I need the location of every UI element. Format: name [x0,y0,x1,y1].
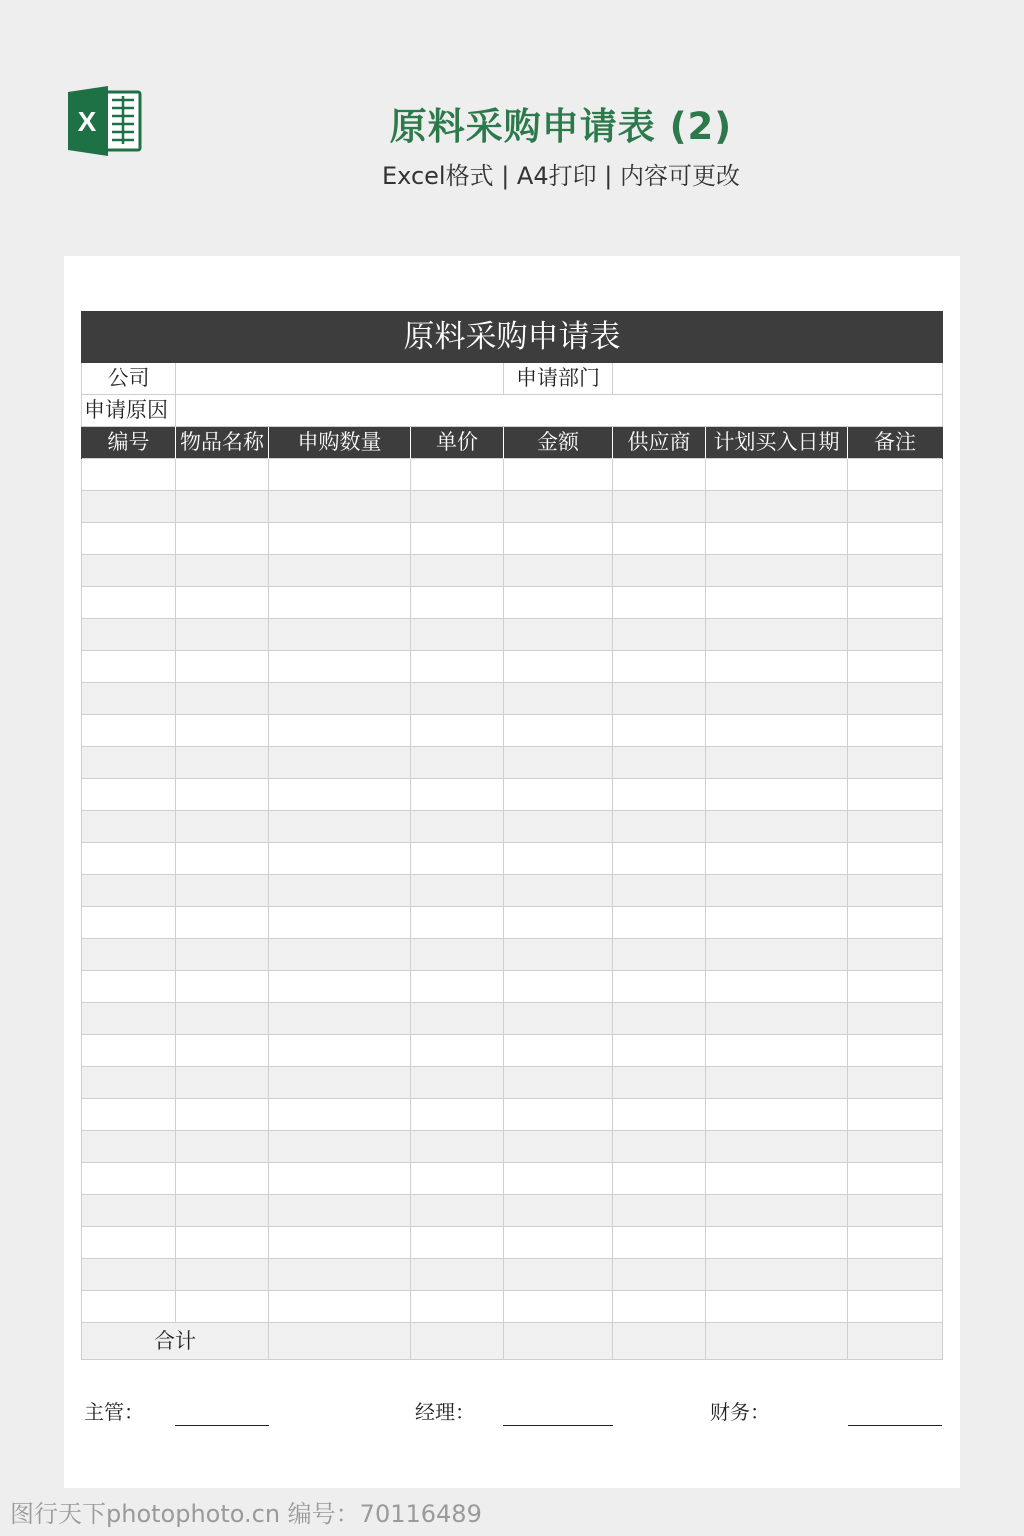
table-cell[interactable] [176,1195,269,1227]
table-cell[interactable] [613,1067,706,1099]
table-cell[interactable] [82,651,176,683]
table-cell[interactable] [504,459,613,491]
table-cell[interactable] [269,1035,411,1067]
table-cell[interactable] [269,907,411,939]
table-row [82,683,943,715]
table-cell[interactable] [269,1227,411,1259]
table-cell[interactable] [848,875,943,907]
table-row [82,971,943,1003]
table-cell[interactable] [848,907,943,939]
table-cell[interactable] [848,523,943,555]
table-cell[interactable] [82,1003,176,1035]
table-cell[interactable] [176,1163,269,1195]
watermark: 图行天下photophoto.cn 编号：70116489 [10,1500,482,1528]
table-cell[interactable] [411,1131,504,1163]
table-cell[interactable] [706,1227,848,1259]
table-cell[interactable] [411,1003,504,1035]
table-cell[interactable] [613,1163,706,1195]
department-label: 申请部门 [504,363,613,395]
column-header: 计划买入日期 [706,427,848,459]
column-header: 物品名称 [176,427,269,459]
table-cell[interactable] [613,811,706,843]
table-row [82,843,943,875]
table-cell[interactable] [82,779,176,811]
table-cell[interactable] [82,683,176,715]
table-cell[interactable] [613,555,706,587]
table-row [82,715,943,747]
table-cell[interactable] [848,939,943,971]
table-cell[interactable] [411,1163,504,1195]
table-cell[interactable] [504,779,613,811]
table-cell[interactable] [411,683,504,715]
table-cell[interactable] [504,1227,613,1259]
total-cell[interactable] [848,1323,943,1360]
table-cell[interactable] [269,1291,411,1323]
table-cell[interactable] [706,1291,848,1323]
table-cell[interactable] [613,779,706,811]
manager-signature-line[interactable] [503,1425,613,1426]
table-cell[interactable] [411,779,504,811]
table-cell[interactable] [269,811,411,843]
table-cell[interactable] [411,811,504,843]
table-cell[interactable] [269,1259,411,1291]
total-row [82,1323,943,1360]
table-cell[interactable] [706,971,848,1003]
table-cell[interactable] [269,875,411,907]
table-cell[interactable] [82,1195,176,1227]
table-cell[interactable] [411,1099,504,1131]
table-cell[interactable] [176,843,269,875]
table-cell[interactable] [848,1227,943,1259]
table-cell[interactable] [706,907,848,939]
table-cell[interactable] [82,1291,176,1323]
table-row [82,619,943,651]
table-cell[interactable] [176,907,269,939]
table-cell[interactable] [706,619,848,651]
table-cell[interactable] [848,1195,943,1227]
table-cell[interactable] [504,939,613,971]
table-cell[interactable] [176,459,269,491]
table-cell[interactable] [613,907,706,939]
table-cell[interactable] [706,939,848,971]
table-cell[interactable] [848,811,943,843]
table-cell[interactable] [269,619,411,651]
table-cell[interactable] [706,1099,848,1131]
total-cell[interactable] [269,1323,411,1360]
table-cell[interactable] [504,523,613,555]
table-cell[interactable] [504,843,613,875]
table-row [82,939,943,971]
table-row [82,1227,943,1259]
table-cell[interactable] [82,459,176,491]
table-cell[interactable] [82,747,176,779]
table-cell[interactable] [848,1035,943,1067]
table-cell[interactable] [613,1227,706,1259]
table-cell[interactable] [176,1259,269,1291]
table-cell[interactable] [411,1067,504,1099]
table-row [82,491,943,523]
table-cell[interactable] [411,491,504,523]
table-cell[interactable] [706,1259,848,1291]
total-cell[interactable] [706,1323,848,1360]
table-cell[interactable] [613,1035,706,1067]
total-cell[interactable] [411,1323,504,1360]
table-cell[interactable] [411,747,504,779]
table-cell[interactable] [848,587,943,619]
table-cell[interactable] [706,1003,848,1035]
table-cell[interactable] [176,939,269,971]
table-cell[interactable] [82,619,176,651]
table-cell[interactable] [411,1227,504,1259]
table-row [82,875,943,907]
table-cell[interactable] [82,1099,176,1131]
table-cell[interactable] [848,779,943,811]
table-row [82,779,943,811]
table-cell[interactable] [411,843,504,875]
table-row [82,811,943,843]
table-cell[interactable] [411,1195,504,1227]
purchase-request-table [81,311,943,1360]
table-cell[interactable] [82,971,176,1003]
table-cell[interactable] [176,1067,269,1099]
reason-field[interactable] [176,395,943,427]
table-cell[interactable] [269,491,411,523]
table-cell[interactable] [176,683,269,715]
table-cell[interactable] [613,747,706,779]
table-cell[interactable] [613,1099,706,1131]
table-cell[interactable] [176,587,269,619]
table-row [82,907,943,939]
table-cell[interactable] [176,747,269,779]
table-cell[interactable] [176,1227,269,1259]
table-cell[interactable] [504,715,613,747]
table-cell[interactable] [848,1259,943,1291]
table-cell[interactable] [613,1003,706,1035]
table-cell[interactable] [176,971,269,1003]
table-cell[interactable] [82,843,176,875]
table-cell[interactable] [269,459,411,491]
table-cell[interactable] [269,971,411,1003]
table-cell[interactable] [82,811,176,843]
table-cell[interactable] [411,651,504,683]
table-row [82,523,943,555]
table-cell[interactable] [411,587,504,619]
table-cell[interactable] [82,1227,176,1259]
table-cell[interactable] [269,1067,411,1099]
table-row [82,1003,943,1035]
table-cell[interactable] [706,1163,848,1195]
table-row [82,459,943,491]
table-cell[interactable] [411,459,504,491]
column-header: 供应商 [613,427,706,459]
column-header: 备注 [848,427,943,459]
table-cell[interactable] [504,1131,613,1163]
table-cell[interactable] [82,715,176,747]
column-header-row [82,427,943,459]
table-cell[interactable] [176,875,269,907]
column-header: 编号 [82,427,176,459]
manager-label: 经理： [415,1400,475,1424]
finance-signature-line[interactable] [848,1425,942,1426]
table-row [82,1259,943,1291]
table-cell[interactable] [613,587,706,619]
supervisor-signature-line[interactable] [175,1425,269,1426]
table-cell[interactable] [82,1163,176,1195]
table-cell[interactable] [176,1291,269,1323]
table-cell[interactable] [504,587,613,619]
table-cell[interactable] [176,811,269,843]
table-cell[interactable] [613,1131,706,1163]
company-label: 公司 [82,363,176,395]
table-cell[interactable] [411,555,504,587]
finance-label: 财务： [710,1400,770,1424]
table-cell[interactable] [504,1291,613,1323]
table-cell[interactable] [176,491,269,523]
table-row [82,747,943,779]
table-cell[interactable] [706,459,848,491]
table-cell[interactable] [269,587,411,619]
column-header: 申购数量 [269,427,411,459]
table-cell[interactable] [504,1195,613,1227]
table-cell[interactable] [706,875,848,907]
table-cell[interactable] [613,843,706,875]
total-cell[interactable] [613,1323,706,1360]
table-cell[interactable] [411,619,504,651]
form-sheet [64,256,960,1488]
table-cell[interactable] [848,1003,943,1035]
excel-logo-letter: X [77,106,97,137]
table-row [82,1131,943,1163]
table-cell[interactable] [848,971,943,1003]
table-cell[interactable] [504,1163,613,1195]
table-cell[interactable] [848,555,943,587]
table-cell[interactable] [176,523,269,555]
table-cell[interactable] [82,491,176,523]
table-cell[interactable] [504,651,613,683]
table-cell[interactable] [504,811,613,843]
table-cell[interactable] [613,939,706,971]
table-cell[interactable] [613,619,706,651]
table-cell[interactable] [613,459,706,491]
table-cell[interactable] [706,683,848,715]
table-cell[interactable] [82,875,176,907]
table-cell[interactable] [82,587,176,619]
table-cell[interactable] [848,1131,943,1163]
table-cell[interactable] [269,939,411,971]
table-cell[interactable] [504,491,613,523]
table-row [82,1035,943,1067]
table-cell[interactable] [269,1195,411,1227]
table-cell[interactable] [706,1131,848,1163]
table-cell[interactable] [269,1163,411,1195]
table-cell[interactable] [613,651,706,683]
form-title: 原料采购申请表 [82,312,943,363]
table-cell[interactable] [613,875,706,907]
table-cell[interactable] [504,619,613,651]
table-cell[interactable] [504,875,613,907]
table-cell[interactable] [504,747,613,779]
table-cell[interactable] [613,523,706,555]
table-cell[interactable] [504,683,613,715]
table-cell[interactable] [411,907,504,939]
table-cell[interactable] [269,1131,411,1163]
table-cell[interactable] [504,1035,613,1067]
table-cell[interactable] [706,811,848,843]
table-cell[interactable] [269,747,411,779]
table-cell[interactable] [504,971,613,1003]
department-field[interactable] [613,363,943,395]
table-row [82,1163,943,1195]
total-label: 合计 [82,1323,269,1360]
table-cell[interactable] [848,683,943,715]
table-cell[interactable] [82,1067,176,1099]
table-cell[interactable] [269,715,411,747]
table-cell[interactable] [176,1035,269,1067]
reason-label: 申请原因 [82,395,176,427]
table-cell[interactable] [82,1035,176,1067]
table-cell[interactable] [269,651,411,683]
table-cell[interactable] [848,651,943,683]
supervisor-label: 主管： [84,1400,144,1424]
table-row [82,1067,943,1099]
table-cell[interactable] [613,715,706,747]
table-cell[interactable] [269,1099,411,1131]
table-cell[interactable] [176,1099,269,1131]
table-cell[interactable] [613,1291,706,1323]
table-cell[interactable] [411,1035,504,1067]
table-cell[interactable] [269,1003,411,1035]
table-cell[interactable] [82,523,176,555]
table-row [82,651,943,683]
table-cell[interactable] [269,683,411,715]
table-cell[interactable] [613,971,706,1003]
table-cell[interactable] [706,843,848,875]
table-row [82,587,943,619]
table-cell[interactable] [176,651,269,683]
table-cell[interactable] [269,523,411,555]
table-cell[interactable] [848,1067,943,1099]
table-cell[interactable] [269,779,411,811]
table-cell[interactable] [848,715,943,747]
table-cell[interactable] [706,1035,848,1067]
table-cell[interactable] [411,523,504,555]
table-cell[interactable] [706,715,848,747]
page-subtitle: Excel格式 | A4打印 | 内容可更改 [382,162,740,190]
table-cell[interactable] [176,619,269,651]
table-cell[interactable] [613,1259,706,1291]
table-cell[interactable] [613,1195,706,1227]
table-cell[interactable] [613,683,706,715]
table-cell[interactable] [82,939,176,971]
column-header: 单价 [411,427,504,459]
table-cell[interactable] [706,523,848,555]
table-cell[interactable] [504,907,613,939]
table-cell[interactable] [848,1291,943,1323]
table-cell[interactable] [411,875,504,907]
table-cell[interactable] [269,555,411,587]
table-cell[interactable] [848,491,943,523]
page-title: 原料采购申请表 (2) [389,105,733,148]
table-row [82,1195,943,1227]
table-cell[interactable] [82,555,176,587]
table-cell[interactable] [613,491,706,523]
table-cell[interactable] [706,491,848,523]
total-cell[interactable] [504,1323,613,1360]
table-cell[interactable] [504,1259,613,1291]
table-cell[interactable] [411,715,504,747]
table-row [82,555,943,587]
table-cell[interactable] [504,1099,613,1131]
table-row [82,1099,943,1131]
table-cell[interactable] [848,843,943,875]
table-cell[interactable] [706,587,848,619]
table-cell[interactable] [706,1195,848,1227]
table-cell[interactable] [848,1099,943,1131]
table-cell[interactable] [504,555,613,587]
table-cell[interactable] [706,747,848,779]
table-cell[interactable] [848,747,943,779]
table-cell[interactable] [848,619,943,651]
table-cell[interactable] [411,1259,504,1291]
table-cell[interactable] [706,651,848,683]
table-cell[interactable] [176,555,269,587]
table-row [82,1291,943,1323]
company-field[interactable] [176,363,504,395]
table-cell[interactable] [504,1003,613,1035]
column-header: 金额 [504,427,613,459]
table-cell[interactable] [411,971,504,1003]
table-cell[interactable] [706,1067,848,1099]
table-cell[interactable] [82,907,176,939]
table-cell[interactable] [848,459,943,491]
table-cell[interactable] [411,1291,504,1323]
table-cell[interactable] [848,1163,943,1195]
table-cell[interactable] [82,1131,176,1163]
table-cell[interactable] [269,843,411,875]
table-cell[interactable] [411,939,504,971]
table-cell[interactable] [706,779,848,811]
table-cell[interactable] [176,1131,269,1163]
table-cell[interactable] [176,715,269,747]
table-cell[interactable] [706,555,848,587]
table-cell[interactable] [176,779,269,811]
table-cell[interactable] [82,1259,176,1291]
table-cell[interactable] [176,1003,269,1035]
table-cell[interactable] [504,1067,613,1099]
